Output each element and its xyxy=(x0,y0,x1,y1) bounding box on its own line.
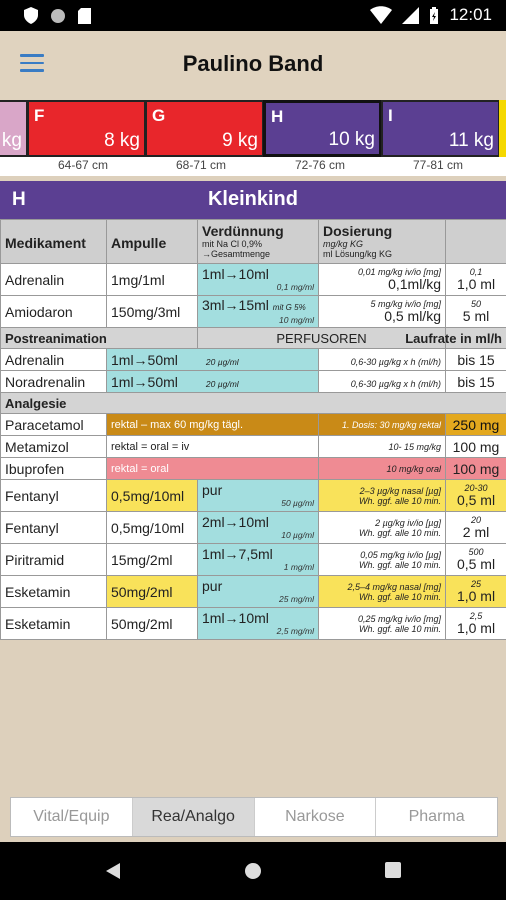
status-time: 12:01 xyxy=(449,5,492,24)
table-row[interactable]: Esketamin 50mg/2ml 1ml→10ml 2,5 mg/ml 0,25 mg/kg iv/io [mg] Wh. ggf. alle 10 min. 2,5 1,0 ml xyxy=(1,608,506,640)
tab-vital-equip[interactable]: Vital/Equip xyxy=(11,798,133,836)
table-row[interactable]: Paracetamol rektal – max 60 mg/kg tägl. 1. Dosis: 30 mg/kg rektal 250 mg xyxy=(1,414,506,436)
table-row[interactable]: Esketamin 50mg/2ml pur 25 mg/ml 2,5–4 mg/kg nasal [mg] Wh. ggf. alle 10 min. 25 1,0 ml xyxy=(1,576,506,608)
weight-band[interactable] xyxy=(0,100,506,157)
section-row-postreanimation: Postreanimation PERFUSOREN Laufrate in ml/h xyxy=(1,328,506,349)
section-letter: H xyxy=(12,189,26,210)
app-title: Paulino Band xyxy=(182,51,324,76)
col-verduennung: Verdünnung mit Na Cl 0,9% →Gesamtmenge xyxy=(198,220,319,264)
status-bar xyxy=(0,0,506,31)
bottom-tabs xyxy=(10,797,498,837)
cm-label: 64-67 cm xyxy=(58,158,109,172)
table-row[interactable]: Fentanyl 0,5mg/10ml 2ml→10ml 10 µg/ml 2 µg/kg iv/io [µg] Wh. ggf. alle 10 min. 20 2 ml xyxy=(1,512,506,544)
band-cell-g[interactable] xyxy=(145,100,264,157)
sd-card-icon xyxy=(78,8,91,24)
cm-label: 77-81 cm xyxy=(413,158,464,172)
band-letter: G xyxy=(152,106,166,125)
col-result xyxy=(446,220,506,264)
cm-label: 72-76 cm xyxy=(295,158,346,172)
tab-rea-analgo[interactable]: Rea/Analgo xyxy=(133,798,255,836)
section-row-analgesie: Analgesie xyxy=(1,393,506,414)
recents-icon[interactable] xyxy=(385,862,401,878)
table-row[interactable]: Adrenalin 1mg/1ml 1ml→10ml 0,1 mg/ml 0,01 mg/kg iv/io [mg] 0,1ml/kg 0,1 1,0 ml xyxy=(1,264,506,296)
table-row[interactable]: Amiodaron 150mg/3ml 3ml→15ml mit G 5% 10 mg/ml 5 mg/kg iv/io [mg] 0,5 ml/kg 50 5 ml xyxy=(1,296,506,328)
col-dosierung: Dosierung mg/kg KG ml Lösung/kg KG xyxy=(319,220,446,264)
table-row[interactable]: Piritramid 15mg/2ml 1ml→7,5ml 1 mg/ml 0,05 mg/kg iv/io [µg] Wh. ggf. alle 10 min. 500 0,5 ml xyxy=(1,544,506,576)
tab-narkose[interactable]: Narkose xyxy=(255,798,377,836)
band-kg: 10 kg xyxy=(328,129,375,150)
band-letter: I xyxy=(388,106,393,125)
band-cell-e[interactable] xyxy=(0,100,28,157)
band-cell-f[interactable] xyxy=(27,100,146,157)
shield-icon xyxy=(24,7,38,24)
home-icon[interactable] xyxy=(244,862,262,880)
nav-bar xyxy=(0,842,506,900)
cm-label: 68-71 cm xyxy=(176,158,227,172)
tab-pharma[interactable]: Pharma xyxy=(408,808,465,825)
circle-icon xyxy=(50,8,66,24)
app-bar xyxy=(0,31,506,100)
back-icon[interactable] xyxy=(104,862,122,880)
wifi-icon xyxy=(370,6,392,24)
band-cell-h[interactable] xyxy=(263,100,382,157)
table-row[interactable]: Ibuprofen rektal = oral 10 mg/kg oral 100 mg xyxy=(1,458,506,480)
table-row[interactable]: Noradrenalin 1ml→50ml 20 µg/ml 0,6-30 µg/kg x h (ml/h) bis 15 xyxy=(1,371,506,393)
signal-icon xyxy=(402,7,419,24)
band-cell-i[interactable] xyxy=(381,100,500,157)
col-medikament: Medikament xyxy=(1,220,107,264)
band-kg: 8 kg xyxy=(104,130,140,151)
cm-row xyxy=(0,157,506,176)
drug-table xyxy=(0,219,506,640)
table-header-row xyxy=(1,220,506,264)
band-kg: 9 kg xyxy=(222,130,258,151)
band-kg: kg xyxy=(1,130,22,151)
section-title: Kleinkind xyxy=(207,188,298,210)
battery-icon xyxy=(429,7,439,24)
section-header xyxy=(0,181,506,219)
band-cell-next[interactable] xyxy=(499,100,506,157)
table-row[interactable]: Adrenalin 1ml→50ml 20 µg/ml 0,6-30 µg/kg x h (ml/h) bis 15 xyxy=(1,349,506,371)
table-row[interactable]: Fentanyl 0,5mg/10ml pur 50 µg/ml 2–3 µg/kg nasal [µg] Wh. ggf. alle 10 min. 20-30 0,5 ml xyxy=(1,480,506,512)
col-ampulle: Ampulle xyxy=(107,220,198,264)
table-row[interactable]: Metamizol rektal = oral = iv 10- 15 mg/kg 100 mg xyxy=(1,436,506,458)
band-letter: F xyxy=(34,106,45,125)
band-letter: H xyxy=(271,107,284,126)
band-kg: 11 kg xyxy=(448,130,494,151)
